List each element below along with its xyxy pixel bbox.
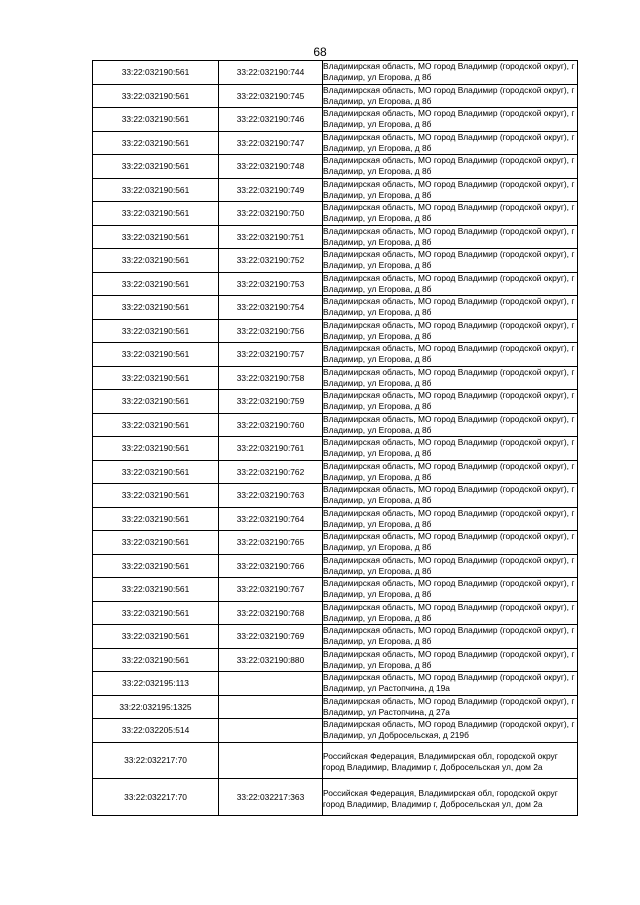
cadastral-number-cell: 33:22:032190:561 — [93, 554, 219, 578]
cadastral-number-cell: 33:22:032205:514 — [93, 719, 219, 743]
address-line: Владимир, ул Егорова, д 8б — [323, 166, 432, 177]
address-line: Владимир, ул Егорова, д 8б — [323, 189, 432, 200]
address-line: Российская Федерация, Владимирская обл, городской округ — [323, 787, 558, 798]
table-row — [93, 155, 578, 179]
address-cell — [323, 601, 578, 625]
address-line: Российская Федерация, Владимирская обл, городской округ — [323, 751, 558, 762]
address-line: Владимирская область, МО город Владимир (городской округ), г — [323, 155, 575, 166]
address-line: Владимирская область, МО город Владимир (городской округ), г — [323, 131, 575, 142]
cadastral-number-cell: 33:22:032190:561 — [93, 390, 219, 414]
table-row — [93, 249, 578, 273]
address-cell — [323, 672, 578, 696]
address-line: Владимирская область, МО город Владимир (городской округ), г — [323, 578, 575, 589]
table-row — [93, 437, 578, 461]
cadastral-number-cell: 33:22:032190:561 — [93, 319, 219, 343]
address-cell — [323, 108, 578, 132]
address-line: Владимирская область, МО город Владимир (городской округ), г — [323, 625, 575, 636]
table-row — [93, 672, 578, 696]
object-number-cell — [219, 672, 323, 696]
address-line: Владимирская область, МО город Владимир (городской округ), г — [323, 484, 575, 495]
address-cell — [323, 460, 578, 484]
address-cell — [323, 625, 578, 649]
address-line: Владимир, ул Егорова, д 8б — [323, 612, 432, 623]
address-cell — [323, 61, 578, 85]
address-line: Владимирская область, МО город Владимир (городской округ), г — [323, 413, 575, 424]
table-row — [93, 390, 578, 414]
address-line: Владимир, ул Егорова, д 8б — [323, 401, 432, 412]
address-line: Владимирская область, МО город Владимир (городской округ), г — [323, 672, 575, 683]
cadastral-number-cell: 33:22:032190:561 — [93, 648, 219, 672]
address-cell — [323, 155, 578, 179]
cadastral-number-cell: 33:22:032190:561 — [93, 202, 219, 226]
address-line: Владимир, ул Егорова, д 8б — [323, 495, 432, 506]
table-row — [93, 460, 578, 484]
table-row — [93, 413, 578, 437]
address-cell — [323, 343, 578, 367]
table-row — [93, 84, 578, 108]
address-line: Владимир, ул Егорова, д 8б — [323, 95, 432, 106]
object-number-cell: 33:22:032190:748 — [219, 155, 323, 179]
object-number-cell: 33:22:032190:761 — [219, 437, 323, 461]
address-line: Владимир, ул Егорова, д 8б — [323, 283, 432, 294]
address-cell — [323, 249, 578, 273]
address-line: Владимирская область, МО город Владимир (городской округ), г — [323, 648, 575, 659]
object-number-cell — [219, 695, 323, 719]
cadastral-number-cell: 33:22:032190:561 — [93, 225, 219, 249]
address-line: Владимирская область, МО город Владимир (городской округ), г — [323, 507, 575, 518]
address-cell — [323, 366, 578, 390]
object-number-cell: 33:22:032217:363 — [219, 779, 323, 816]
address-cell — [323, 272, 578, 296]
address-line: Владимирская область, МО город Владимир (городской округ), г — [323, 719, 575, 730]
address-line: Владимирская область, МО город Владимир (городской округ), г — [323, 249, 575, 260]
address-line: Владимирская область, МО город Владимир (городской округ), г — [323, 390, 575, 401]
cadastral-number-cell: 33:22:032190:561 — [93, 484, 219, 508]
object-number-cell — [219, 719, 323, 743]
object-number-cell: 33:22:032190:752 — [219, 249, 323, 273]
address-line: Владимир, ул Добросельская, д 219б — [323, 730, 469, 741]
address-line: Владимир, ул Егорова, д 8б — [323, 119, 432, 130]
address-line: Владимир, ул Егорова, д 8б — [323, 236, 432, 247]
cadastral-number-cell: 33:22:032190:561 — [93, 625, 219, 649]
table-row — [93, 108, 578, 132]
address-cell — [323, 578, 578, 602]
address-line: Владимир, ул Егорова, д 8б — [323, 542, 432, 553]
table-row — [93, 779, 578, 816]
object-number-cell: 33:22:032190:880 — [219, 648, 323, 672]
address-cell — [323, 779, 578, 816]
cadastral-number-cell: 33:22:032190:561 — [93, 437, 219, 461]
address-cell — [323, 296, 578, 320]
object-number-cell: 33:22:032190:747 — [219, 131, 323, 155]
object-number-cell: 33:22:032190:764 — [219, 507, 323, 531]
cadastral-number-cell: 33:22:032217:70 — [93, 742, 219, 779]
cadastral-number-cell: 33:22:032190:561 — [93, 108, 219, 132]
address-line: Владимирская область, МО город Владимир (городской округ), г — [323, 366, 575, 377]
table-row — [93, 484, 578, 508]
address-cell — [323, 225, 578, 249]
address-line: Владимирская область, МО город Владимир (городской округ), г — [323, 178, 575, 189]
object-number-cell: 33:22:032190:746 — [219, 108, 323, 132]
object-number-cell: 33:22:032190:760 — [219, 413, 323, 437]
address-line: Владимирская область, МО город Владимир (городской округ), г — [323, 601, 575, 612]
address-line: Владимир, ул Егорова, д 8б — [323, 354, 432, 365]
address-line: Владимирская область, МО город Владимир (городской округ), г — [323, 61, 575, 72]
cadastral-number-cell: 33:22:032190:561 — [93, 249, 219, 273]
cadastral-number-cell: 33:22:032190:561 — [93, 272, 219, 296]
table-row — [93, 225, 578, 249]
address-line: Владимирская область, МО город Владимир (городской округ), г — [323, 531, 575, 542]
object-number-cell: 33:22:032190:757 — [219, 343, 323, 367]
object-number-cell: 33:22:032190:744 — [219, 61, 323, 85]
object-number-cell: 33:22:032190:763 — [219, 484, 323, 508]
table-row — [93, 366, 578, 390]
address-line: Владимирская область, МО город Владимир (городской округ), г — [323, 225, 575, 236]
address-line: Владимирская область, МО город Владимир (городской округ), г — [323, 272, 575, 283]
address-line: Владимирская область, МО город Владимир (городской округ), г — [323, 343, 575, 354]
cadastral-number-cell: 33:22:032190:561 — [93, 366, 219, 390]
address-line: Владимир, ул Егорова, д 8б — [323, 589, 432, 600]
table-row — [93, 296, 578, 320]
table-row — [93, 319, 578, 343]
cadastral-number-cell: 33:22:032190:561 — [93, 578, 219, 602]
address-line: Владимир, ул Егорова, д 8б — [323, 471, 432, 482]
address-line: Владимир, ул Егорова, д 8б — [323, 636, 432, 647]
table-row — [93, 131, 578, 155]
cadastral-number-cell: 33:22:032195:1325 — [93, 695, 219, 719]
cadastral-number-cell: 33:22:032190:561 — [93, 601, 219, 625]
address-cell — [323, 84, 578, 108]
address-line: город Владимир, Владимир г, Добросельская ул, дом 2а — [323, 762, 543, 773]
object-number-cell: 33:22:032190:751 — [219, 225, 323, 249]
table-row — [93, 648, 578, 672]
table-row — [93, 695, 578, 719]
address-line: Владимир, ул Растопчина, д 19а — [323, 683, 450, 694]
address-line: Владимирская область, МО город Владимир (городской округ), г — [323, 437, 575, 448]
object-number-cell: 33:22:032190:758 — [219, 366, 323, 390]
table-row — [93, 531, 578, 555]
address-line: Владимир, ул Егорова, д 8б — [323, 518, 432, 529]
address-line: Владимир, ул Егорова, д 8б — [323, 72, 432, 83]
address-cell — [323, 390, 578, 414]
cadastral-number-cell: 33:22:032190:561 — [93, 61, 219, 85]
address-line: город Владимир, Владимир г, Добросельская ул, дом 2а — [323, 798, 543, 809]
address-cell — [323, 131, 578, 155]
address-cell — [323, 413, 578, 437]
table-row — [93, 202, 578, 226]
address-line: Владимир, ул Егорова, д 8б — [323, 142, 432, 153]
address-line: Владимир, ул Егорова, д 8б — [323, 330, 432, 341]
address-cell — [323, 648, 578, 672]
cadastral-number-cell: 33:22:032190:561 — [93, 296, 219, 320]
object-number-cell: 33:22:032190:745 — [219, 84, 323, 108]
address-cell — [323, 531, 578, 555]
table-row — [93, 625, 578, 649]
cadastral-number-cell: 33:22:032190:561 — [93, 413, 219, 437]
object-number-cell: 33:22:032190:769 — [219, 625, 323, 649]
table-row — [93, 719, 578, 743]
table-row — [93, 578, 578, 602]
cadastral-number-cell: 33:22:032195:113 — [93, 672, 219, 696]
object-number-cell — [219, 742, 323, 779]
object-number-cell: 33:22:032190:756 — [219, 319, 323, 343]
address-cell — [323, 202, 578, 226]
table-row — [93, 601, 578, 625]
address-cell — [323, 719, 578, 743]
address-line: Владимирская область, МО город Владимир (городской округ), г — [323, 319, 575, 330]
address-cell — [323, 695, 578, 719]
cadastral-number-cell: 33:22:032190:561 — [93, 507, 219, 531]
cadastral-number-cell: 33:22:032217:70 — [93, 779, 219, 816]
address-line: Владимирская область, МО город Владимир (городской округ), г — [323, 108, 575, 119]
object-number-cell: 33:22:032190:749 — [219, 178, 323, 202]
address-line: Владимир, ул Егорова, д 8б — [323, 424, 432, 435]
address-line: Владимирская область, МО город Владимир (городской округ), г — [323, 695, 575, 706]
address-cell — [323, 742, 578, 779]
address-line: Владимир, ул Егорова, д 8б — [323, 565, 432, 576]
address-cell — [323, 178, 578, 202]
object-number-cell: 33:22:032190:768 — [219, 601, 323, 625]
object-number-cell: 33:22:032190:765 — [219, 531, 323, 555]
address-line: Владимирская область, МО город Владимир (городской округ), г — [323, 460, 575, 471]
table-row — [93, 61, 578, 85]
cadastral-number-cell: 33:22:032190:561 — [93, 460, 219, 484]
object-number-cell: 33:22:032190:766 — [219, 554, 323, 578]
cadastral-number-cell: 33:22:032190:561 — [93, 84, 219, 108]
address-line: Владимир, ул Егорова, д 8б — [323, 448, 432, 459]
table-row — [93, 554, 578, 578]
address-line: Владимир, ул Растопчина, д 27а — [323, 706, 450, 717]
cadastral-number-cell: 33:22:032190:561 — [93, 131, 219, 155]
object-number-cell: 33:22:032190:753 — [219, 272, 323, 296]
address-line: Владимир, ул Егорова, д 8б — [323, 213, 432, 224]
cadastral-number-cell: 33:22:032190:561 — [93, 178, 219, 202]
address-line: Владимирская область, МО город Владимир (городской округ), г — [323, 296, 575, 307]
address-cell — [323, 319, 578, 343]
address-line: Владимир, ул Егорова, д 8б — [323, 659, 432, 670]
page-number: 68 — [313, 45, 327, 59]
address-cell — [323, 554, 578, 578]
table-row — [93, 742, 578, 779]
address-line: Владимир, ул Егорова, д 8б — [323, 377, 432, 388]
object-number-cell: 33:22:032190:759 — [219, 390, 323, 414]
table-row — [93, 507, 578, 531]
address-line: Владимир, ул Егорова, д 8б — [323, 307, 432, 318]
table-row — [93, 272, 578, 296]
object-number-cell: 33:22:032190:762 — [219, 460, 323, 484]
cadastral-table — [92, 60, 578, 816]
object-number-cell: 33:22:032190:767 — [219, 578, 323, 602]
object-number-cell: 33:22:032190:750 — [219, 202, 323, 226]
cadastral-number-cell: 33:22:032190:561 — [93, 155, 219, 179]
address-cell — [323, 437, 578, 461]
address-line: Владимирская область, МО город Владимир (городской округ), г — [323, 202, 575, 213]
address-cell — [323, 484, 578, 508]
cadastral-number-cell: 33:22:032190:561 — [93, 343, 219, 367]
address-line: Владимирская область, МО город Владимир (городской округ), г — [323, 84, 575, 95]
address-line: Владимир, ул Егорова, д 8б — [323, 260, 432, 271]
address-line: Владимирская область, МО город Владимир (городской округ), г — [323, 554, 575, 565]
object-number-cell: 33:22:032190:754 — [219, 296, 323, 320]
address-cell — [323, 507, 578, 531]
table-row — [93, 343, 578, 367]
cadastral-number-cell: 33:22:032190:561 — [93, 531, 219, 555]
table-row — [93, 178, 578, 202]
